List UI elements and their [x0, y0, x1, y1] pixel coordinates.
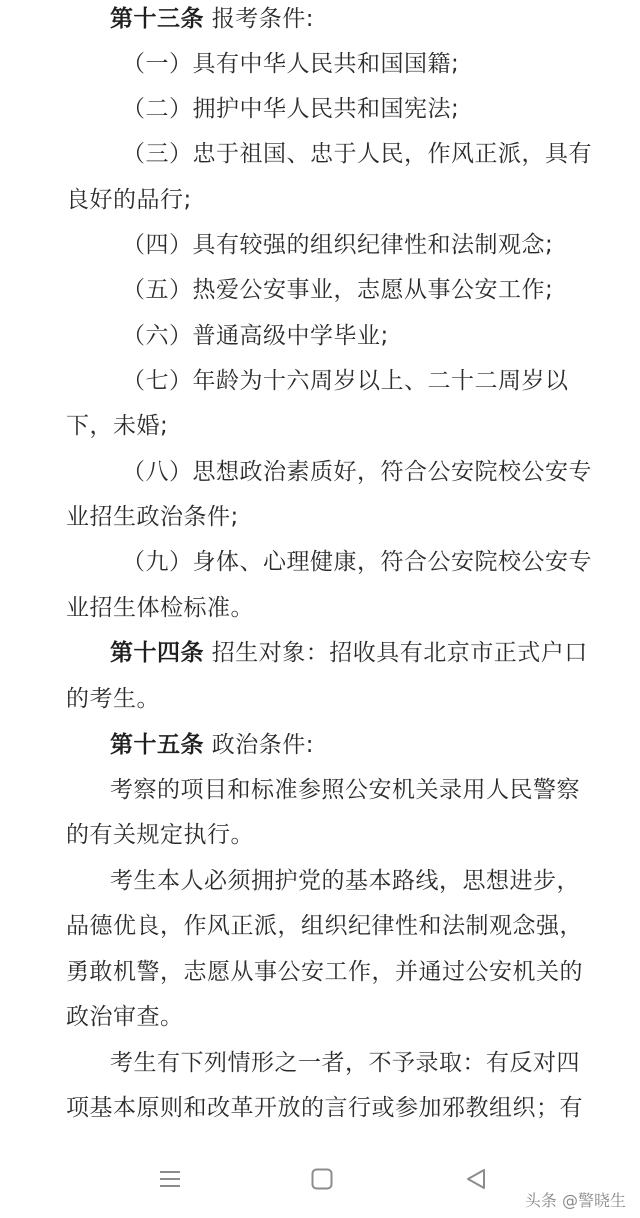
paragraph-line: 品德优良，作风正派，组织纪律性和法制观念强，	[66, 913, 583, 939]
watermark-text: 头条 @警晓生	[524, 1191, 626, 1210]
article-14-heading: 第十四条 招生对象：招收具有北京市正式户口	[110, 640, 588, 666]
list-item: （三）忠于祖国、忠于人民，作风正派，具有	[122, 141, 592, 167]
paragraph-line: 的有关规定执行。	[66, 822, 254, 848]
list-item: （四）具有较强的组织纪律性和法制观念;	[122, 232, 554, 258]
list-item: （一）具有中华人民共和国国籍;	[122, 51, 460, 77]
back-triangle-icon[interactable]	[456, 1162, 496, 1196]
list-item: （九）身体、心理健康，符合公安院校公安专	[122, 549, 592, 575]
list-item: （六）普通高级中学毕业;	[122, 323, 389, 349]
menu-icon[interactable]	[150, 1162, 190, 1196]
list-item-cont: 良好的品行;	[66, 187, 192, 213]
watermark	[525, 1188, 626, 1211]
paragraph-line: 勇敢机警，志愿从事公安工作，并通过公安机关的	[66, 959, 583, 985]
list-item: （五）热爱公安事业，志愿从事公安工作;	[122, 277, 554, 303]
list-item: （七）年龄为十六周岁以上、二十二周岁以	[122, 368, 569, 394]
list-item: （八）思想政治素质好，符合公安院校公安专	[122, 459, 592, 485]
list-item: （二）拥护中华人民共和国宪法;	[122, 96, 460, 122]
paragraph-line: 考生本人必须拥护党的基本路线，思想进步，	[110, 868, 580, 894]
paragraph-line: 考察的项目和标准参照公安机关录用人民警察	[110, 777, 580, 803]
list-item-cont: 业招生体检标准。	[66, 595, 254, 621]
article-14-cont: 的考生。	[66, 686, 160, 712]
article-15-heading: 第十五条 政治条件:	[110, 732, 315, 758]
article-13-heading: 第十三条 报考条件:	[110, 6, 315, 32]
home-square-icon[interactable]	[302, 1162, 342, 1196]
list-item-cont: 下，未婚;	[66, 413, 169, 439]
paragraph-line: 考生有下列情形之一者，不予录取：有反对四	[110, 1050, 580, 1076]
paragraph-line: 项基本原则和改革开放的言行或参加邪教组织；有	[66, 1095, 583, 1121]
paragraph-line: 政治审查。	[66, 1004, 184, 1030]
list-item-cont: 业招生政治条件;	[66, 504, 239, 530]
